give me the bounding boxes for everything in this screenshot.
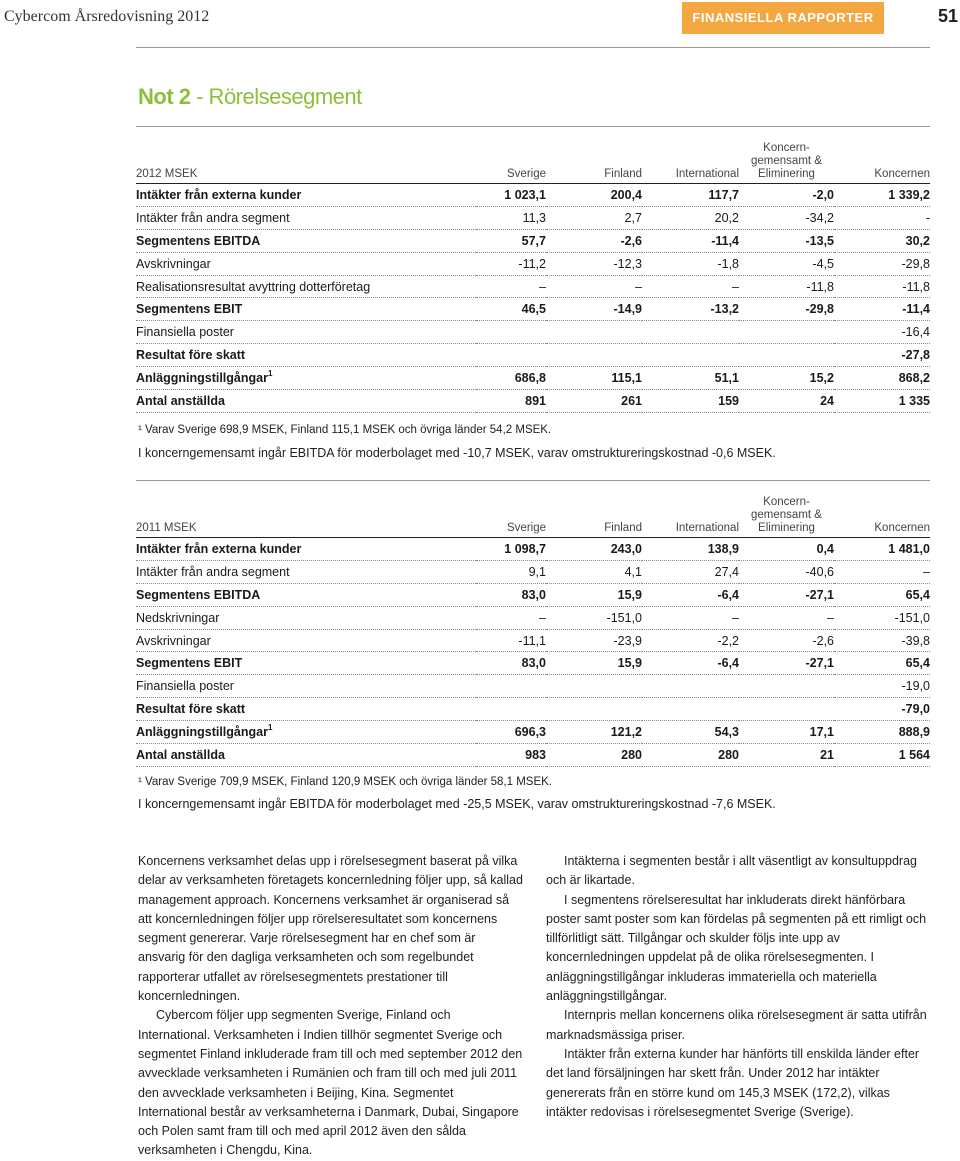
cell-text: -11,4 [711, 233, 739, 248]
table-cell [739, 275, 834, 298]
cell-text: -11,2 [518, 256, 546, 271]
cell-text: -27,1 [805, 587, 834, 602]
table-cell [476, 583, 546, 606]
table-row [136, 698, 930, 721]
cell-text: 24 [820, 393, 834, 408]
cell-text: 9,1 [528, 564, 546, 579]
cell-text: 15,9 [617, 587, 642, 602]
table-cell [546, 560, 642, 583]
paragraph: Internpris mellan koncernens olika rörelsesegment är satta utifrån marknadsmässiga priser. [546, 1008, 927, 1042]
table-cell [642, 390, 739, 413]
cell-text: 51,1 [714, 371, 739, 386]
cell-text: 1 335 [898, 393, 930, 408]
note-number: Not 2 [138, 84, 191, 109]
header-divider [136, 47, 930, 48]
table-cell [476, 652, 546, 675]
cell-text: 46,5 [521, 302, 546, 317]
table-cell [546, 721, 642, 744]
cell-text: 65,4 [905, 656, 930, 671]
table-cell [834, 744, 930, 767]
cell-text: -34,2 [805, 210, 834, 225]
cell-text: 686,8 [514, 371, 546, 386]
table-row [136, 184, 930, 207]
table-header-row [136, 496, 930, 538]
table-row [136, 629, 930, 652]
title-divider [136, 126, 930, 127]
note-name: - Rörelsesegment [190, 84, 362, 109]
table-cell [642, 206, 739, 229]
cell-text: 696,3 [514, 725, 546, 740]
column-header: 2011 MSEK [136, 522, 197, 534]
table-cell [476, 367, 546, 390]
cell-text: 0,4 [816, 541, 834, 556]
table-cell [642, 583, 739, 606]
table-cell [739, 675, 834, 698]
table-cell [642, 252, 739, 275]
table-cell [739, 721, 834, 744]
paragraph: I segmentens rörelseresultat har inkluderats direkt hänförbara poster samt poster som kan fördelas på segmenten på ett rimligt och tillförlitligt sätt. Tillgångar och skulder följs inte upp av koncernledningen uppdelat på de olika rörelsesegmenten. I anläggningstillgångar inkluderas immateriella och materiella anläggningstillgångar. [546, 892, 927, 1004]
cell-text: -40,6 [805, 564, 834, 579]
paragraph: Koncernens verksamhet delas upp i rörelsesegment baserat på vilka delar av verksamheten företagets koncernledning följer upp, så kallad management approach. Koncernens verksamhet är organiserad så att koncernledningen följer upp rörelseresultatet som koncernens segment genererar. Varje rörelsesegment har en chef som är ansvarig för den dagliga verksamheten och som regelbundet rapporterar utfallet av rörelsesegmentets prestationer till koncernledningen. [138, 854, 523, 1004]
table-row [136, 252, 930, 275]
table-row [136, 229, 930, 252]
cell-text: -4,5 [812, 256, 834, 271]
cell-text: Segmentens EBITDA [136, 587, 261, 602]
table-cell [739, 390, 834, 413]
table-cell [546, 538, 642, 561]
table-cell [476, 298, 546, 321]
cell-text: Finansiella poster [136, 679, 234, 694]
footnote-2011: ¹ Varav Sverige 709,9 MSEK, Finland 120,9 MSEK och övriga länder 58,1 MSEK. [138, 776, 552, 788]
table-row [136, 652, 930, 675]
table-cell [546, 321, 642, 344]
table-cell [476, 629, 546, 652]
table-cell [739, 321, 834, 344]
cell-text: Segmentens EBIT [136, 656, 243, 671]
cell-text: 868,2 [898, 371, 930, 386]
table-cell [642, 629, 739, 652]
table-cell [642, 229, 739, 252]
cell-text: – [732, 279, 739, 294]
row-label [136, 206, 476, 229]
cell-text: -11,4 [902, 302, 930, 317]
table-row [136, 206, 930, 229]
table-cell [642, 321, 739, 344]
row-label [136, 367, 476, 390]
cell-text: 117,7 [708, 187, 739, 202]
cell-text: 1 023,1 [504, 187, 546, 202]
table-cell [476, 229, 546, 252]
cell-text: – [923, 564, 930, 579]
table-cell [739, 367, 834, 390]
cell-text: Intäkter från externa kunder [136, 187, 302, 202]
table-cell [834, 538, 930, 561]
table-row [136, 538, 930, 561]
table-cell [642, 367, 739, 390]
cell-text: 243,0 [610, 541, 642, 556]
cell-text: -11,8 [902, 279, 930, 294]
cell-text: 891 [525, 393, 546, 408]
segment-table-2012 [136, 142, 930, 413]
cell-text: 280 [621, 747, 642, 762]
row-label [136, 390, 476, 413]
table-cell [739, 629, 834, 652]
table-cell [546, 298, 642, 321]
cell-text: Segmentens EBIT [136, 302, 243, 317]
cell-text: 159 [718, 393, 739, 408]
cell-text: – [635, 279, 642, 294]
cell-text: -23,9 [613, 633, 642, 648]
segment-table-2011 [136, 496, 930, 767]
table-row [136, 721, 930, 744]
row-label [136, 560, 476, 583]
column-header: International [675, 522, 739, 534]
table-cell [546, 675, 642, 698]
column-header: 2012 MSEK [136, 168, 198, 180]
table-cell [546, 206, 642, 229]
cell-text: 1 564 [898, 747, 930, 762]
table-row [136, 583, 930, 606]
cell-text: Segmentens EBITDA [136, 233, 261, 248]
column-header: Finland [604, 168, 642, 180]
cell-text: 15,2 [809, 371, 834, 386]
table-cell [834, 367, 930, 390]
table-cell [546, 184, 642, 207]
cell-text: 27,4 [714, 564, 739, 579]
table-row [136, 367, 930, 390]
body-column-right [546, 852, 932, 1122]
cell-text: Resultat före skatt [136, 348, 246, 363]
cell-text: 200,4 [610, 187, 642, 202]
table-cell [642, 560, 739, 583]
table-cell [739, 652, 834, 675]
cell-text: – [732, 610, 739, 625]
table-cell [476, 206, 546, 229]
cell-text: Resultat före skatt [136, 702, 246, 717]
table-cell [834, 583, 930, 606]
cell-text: -39,8 [901, 633, 930, 648]
table-cell [642, 275, 739, 298]
cell-text: 983 [525, 747, 546, 762]
cell-text: -2,6 [620, 233, 642, 248]
table-cell [739, 252, 834, 275]
table-cell [834, 321, 930, 344]
row-label [136, 698, 476, 721]
table-cell [476, 184, 546, 207]
row-label [136, 275, 476, 298]
table-cell [834, 184, 930, 207]
cell-text: Avskrivningar [136, 256, 211, 271]
table-cell [739, 538, 834, 561]
table-cell [546, 744, 642, 767]
note-2012: I koncerngemensamt ingår EBITDA för moderbolaget med -10,7 MSEK, varav omstruktureringskostnad -0,6 MSEK. [138, 446, 776, 460]
table-cell [834, 252, 930, 275]
table-cell [476, 321, 546, 344]
table-cell [834, 721, 930, 744]
cell-text: 4,1 [624, 564, 642, 579]
table-cell [834, 298, 930, 321]
table-cell [476, 538, 546, 561]
cell-text: 20,2 [714, 210, 739, 225]
table-cell [739, 744, 834, 767]
section-divider [136, 480, 930, 481]
column-header: Sverige [507, 168, 546, 180]
table-cell [546, 629, 642, 652]
cell-text: – [539, 279, 546, 294]
row-label [136, 298, 476, 321]
table-cell [476, 390, 546, 413]
cell-text: 121,2 [610, 725, 642, 740]
row-label [136, 344, 476, 367]
cell-text: 261 [621, 393, 642, 408]
cell-text: -6,4 [717, 656, 739, 671]
cell-text: Intäkter från andra segment [136, 564, 290, 579]
footnote-2012: ¹ Varav Sverige 698,9 MSEK, Finland 115,1 MSEK och övriga länder 54,2 MSEK. [138, 424, 552, 436]
column-header: International [675, 168, 739, 180]
cell-text: -13,5 [805, 233, 834, 248]
cell-text: Anläggningstillgångar [136, 725, 268, 740]
cell-text: 15,9 [617, 656, 642, 671]
table-cell [546, 606, 642, 629]
body-column-left [138, 852, 524, 1161]
table-cell [642, 698, 739, 721]
table-cell [546, 229, 642, 252]
cell-text: -16,4 [901, 325, 930, 340]
column-header: Koncern- gemensamt & Eliminering [751, 142, 822, 180]
cell-text: -27,8 [901, 348, 930, 363]
row-label [136, 606, 476, 629]
table-cell [834, 206, 930, 229]
row-label [136, 675, 476, 698]
row-label [136, 229, 476, 252]
row-label [136, 744, 476, 767]
table-cell [642, 652, 739, 675]
table-cell [546, 698, 642, 721]
section-label: FINANSIELLA RAPPORTER [682, 2, 884, 34]
cell-text: 11,3 [522, 210, 546, 225]
cell-text: 65,4 [905, 587, 930, 602]
cell-text: 115,1 [611, 371, 642, 386]
table-cell [476, 252, 546, 275]
cell-text: 57,7 [521, 233, 546, 248]
cell-text: -13,2 [710, 302, 739, 317]
cell-text: -27,1 [805, 656, 834, 671]
cell-text: -2,6 [812, 633, 834, 648]
table-row [136, 675, 930, 698]
table-row [136, 390, 930, 413]
table-cell [546, 652, 642, 675]
cell-text: 30,2 [905, 233, 930, 248]
table-row [136, 560, 930, 583]
column-header: Sverige [507, 522, 546, 534]
cell-text: 83,0 [521, 656, 546, 671]
cell-text: -6,4 [717, 587, 739, 602]
table-cell [834, 652, 930, 675]
table-cell [739, 344, 834, 367]
table-cell [739, 560, 834, 583]
table-cell [834, 606, 930, 629]
cell-text: -1,8 [717, 256, 739, 271]
cell-text: -151,0 [894, 610, 930, 625]
page-number: 51 [937, 6, 958, 26]
table-cell [476, 606, 546, 629]
cell-text: - [925, 210, 930, 225]
cell-text: -11,8 [806, 279, 834, 294]
column-header: Koncernen [874, 522, 930, 534]
table-cell [834, 675, 930, 698]
table-row [136, 344, 930, 367]
table-cell [739, 184, 834, 207]
row-label [136, 184, 476, 207]
table-cell [476, 675, 546, 698]
footnote-marker: 1 [267, 723, 273, 733]
table-cell [642, 606, 739, 629]
table-cell [546, 344, 642, 367]
cell-text: Nedskrivningar [136, 610, 220, 625]
paragraph: Cybercom följer upp segmenten Sverige, Finland och International. Verksamheten i Indien tillhör segmentet Sverige och segmentet Finland inkluderade fram till och med september 2012 den avvecklade verksamheten i Rumänien och fram till och med juli 2011 den avvecklade verksamheten i Beijing, Kina. Segmentet International består av verksamheterna i Danmark, Dubai, Singapore och Polen samt fram till och med april 2012 även den sålda verksamheten i Chengdu, Kina. [138, 1008, 523, 1158]
cell-text: Realisationsresultat avyttring dotterföretag [136, 279, 371, 294]
cell-text: -14,9 [613, 302, 642, 317]
table-cell [739, 229, 834, 252]
cell-text: – [539, 610, 546, 625]
cell-text: -29,8 [805, 302, 834, 317]
row-label [136, 721, 476, 744]
cell-text: 138,9 [707, 541, 739, 556]
table-row [136, 275, 930, 298]
cell-text: Antal anställda [136, 747, 225, 762]
table-cell [642, 298, 739, 321]
row-label [136, 652, 476, 675]
footnote-marker: 1 [267, 369, 273, 379]
cell-text: -19,0 [901, 679, 930, 694]
table-cell [546, 252, 642, 275]
cell-text: 888,9 [898, 725, 930, 740]
table-cell [476, 560, 546, 583]
table-cell [476, 744, 546, 767]
cell-text: 83,0 [521, 587, 546, 602]
table-header-row [136, 142, 930, 184]
table-cell [642, 675, 739, 698]
note-title [138, 84, 362, 110]
table-row [136, 606, 930, 629]
cell-text: 21 [820, 747, 834, 762]
cell-text: – [827, 610, 834, 625]
table-cell [834, 390, 930, 413]
cell-text: 17,1 [809, 725, 834, 740]
table-cell [476, 344, 546, 367]
cell-text: Finansiella poster [136, 325, 234, 340]
table-cell [476, 721, 546, 744]
document-title: Cybercom Årsredovisning 2012 [4, 8, 210, 25]
table-cell [739, 583, 834, 606]
cell-text: 1 098,7 [504, 541, 546, 556]
table-cell [642, 744, 739, 767]
table-cell [546, 390, 642, 413]
cell-text: -79,0 [901, 702, 930, 717]
table-cell [834, 275, 930, 298]
table-cell [739, 298, 834, 321]
table-cell [739, 206, 834, 229]
table-row [136, 298, 930, 321]
paragraph: Intäkterna i segmenten består i allt väsentligt av konsultuppdrag och är likartade. [546, 854, 917, 888]
cell-text: -29,8 [901, 256, 930, 271]
table-cell [834, 560, 930, 583]
table-row [136, 321, 930, 344]
row-label [136, 538, 476, 561]
table-row [136, 744, 930, 767]
table-cell [476, 698, 546, 721]
cell-text: -11,1 [518, 633, 546, 648]
table-cell [546, 275, 642, 298]
table-cell [546, 367, 642, 390]
paragraph: Intäkter från externa kunder har hänförts till enskilda länder efter det land försäljningen har skett från. Under 2012 har intäkter genererats från en större kund om 145,3 MSEK (172,2), vilkas intäkter redovisas i rörelsesegmentet Sverige (Sverige). [546, 1046, 920, 1119]
table-cell [642, 344, 739, 367]
table-cell [834, 229, 930, 252]
cell-text: Anläggningstillgångar [136, 371, 268, 386]
cell-text: -2,0 [812, 187, 834, 202]
cell-text: Intäkter från externa kunder [136, 541, 302, 556]
row-label [136, 583, 476, 606]
cell-text: 2,7 [624, 210, 642, 225]
cell-text: Intäkter från andra segment [136, 210, 290, 225]
cell-text: -2,2 [717, 633, 739, 648]
table-cell [642, 184, 739, 207]
table-cell [546, 583, 642, 606]
row-label [136, 321, 476, 344]
table-cell [834, 629, 930, 652]
table-cell [476, 275, 546, 298]
table-cell [642, 721, 739, 744]
cell-text: Avskrivningar [136, 633, 211, 648]
table-cell [739, 606, 834, 629]
cell-text: Antal anställda [136, 393, 225, 408]
page-header [0, 0, 960, 36]
table-cell [834, 698, 930, 721]
row-label [136, 629, 476, 652]
row-label [136, 252, 476, 275]
table-cell [834, 344, 930, 367]
cell-text: 1 481,0 [888, 541, 930, 556]
column-header: Koncernen [874, 168, 930, 180]
note-2011: I koncerngemensamt ingår EBITDA för moderbolaget med -25,5 MSEK, varav omstruktureringskostnad -7,6 MSEK. [138, 797, 776, 811]
cell-text: 1 339,2 [888, 187, 930, 202]
cell-text: 280 [718, 747, 739, 762]
cell-text: -151,0 [606, 610, 642, 625]
cell-text: -12,3 [613, 256, 642, 271]
column-header: Finland [604, 522, 642, 534]
cell-text: 54,3 [714, 725, 739, 740]
column-header: Koncern- gemensamt & Eliminering [751, 496, 822, 534]
table-cell [739, 698, 834, 721]
table-cell [642, 538, 739, 561]
